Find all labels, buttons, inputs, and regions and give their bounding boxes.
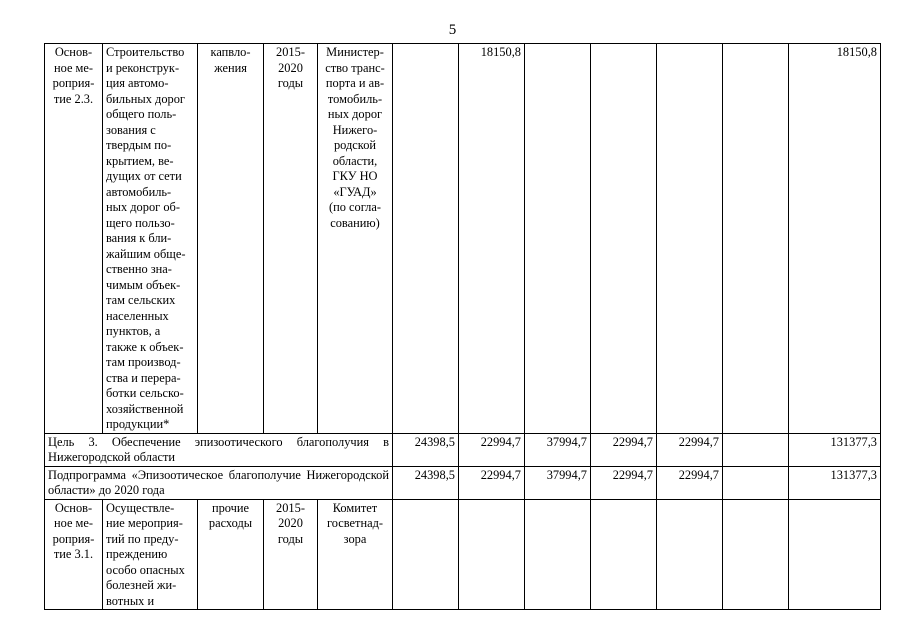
value-cell xyxy=(657,499,723,610)
value-cell xyxy=(393,499,459,610)
value-cell xyxy=(591,499,657,610)
activity-code-cell: Основ- ное ме- роприя- тие 2.3. xyxy=(45,44,103,434)
value-cell xyxy=(525,44,591,434)
value-cell: 22994,7 xyxy=(459,433,525,466)
table-row-activity-3-1 xyxy=(45,499,881,610)
expense-category-cell: капвло- жения xyxy=(198,44,264,434)
page-number: 5 xyxy=(448,22,457,38)
value-cell xyxy=(591,44,657,434)
value-cell: 24398,5 xyxy=(393,466,459,499)
value-cell xyxy=(657,44,723,434)
value-cell xyxy=(393,44,459,434)
table-row-subprogram xyxy=(45,466,881,499)
table-row-goal-3 xyxy=(45,433,881,466)
activity-name-cell: Осуществле- ние мероприя- тий по преду- преждению особо опасных болезней жи- вотных и xyxy=(103,499,198,610)
value-cell: 22994,7 xyxy=(591,433,657,466)
value-cell xyxy=(723,499,789,610)
value-cell: 37994,7 xyxy=(525,433,591,466)
budget-table xyxy=(44,43,881,610)
value-cell xyxy=(525,499,591,610)
value-cell xyxy=(723,44,789,434)
value-cell xyxy=(723,466,789,499)
activity-name-cell: Строительство и реконструк- ция автомо- бильных дорог общего поль- зования с твердым по- крытием, ве- дущих от сети автомобиль- ных дорог об- щего пользо- вания к бли- жайшим обще- ственно зна- чимым объек- там сельских населенных пунктов, а также к объек- там производ- ства и перера- ботки сельско- хозяйственной продукции* xyxy=(103,44,198,434)
period-cell: 2015- 2020 годы xyxy=(264,499,318,610)
total-cell: 18150,8 xyxy=(789,44,881,434)
value-cell xyxy=(723,433,789,466)
goal-label-cell: Цель 3. Обеспечение эпизоотического благополучия в Нижегородской области xyxy=(45,433,393,466)
executor-cell: Министер- ство транс- порта и ав- томобиль- ных дорог Нижего- родской области, ГКУ НО «ГУАД» (по согла- сованию) xyxy=(318,44,393,434)
total-cell: 131377,3 xyxy=(789,433,881,466)
document-sheet xyxy=(44,43,881,610)
subprogram-label-cell: Подпрограмма «Эпизоотическое благополучие Нижегородской области» до 2020 года xyxy=(45,466,393,499)
value-cell: 22994,7 xyxy=(657,433,723,466)
expense-category-cell: прочие расходы xyxy=(198,499,264,610)
value-cell: 22994,7 xyxy=(459,466,525,499)
activity-code-cell: Основ- ное ме- роприя- тие 3.1. xyxy=(45,499,103,610)
total-cell xyxy=(789,499,881,610)
value-cell: 37994,7 xyxy=(525,466,591,499)
table-row-activity-2-3 xyxy=(45,44,881,434)
value-cell: 18150,8 xyxy=(459,44,525,434)
value-cell: 22994,7 xyxy=(657,466,723,499)
value-cell xyxy=(459,499,525,610)
value-cell: 22994,7 xyxy=(591,466,657,499)
executor-cell: Комитет госветнад- зора xyxy=(318,499,393,610)
total-cell: 131377,3 xyxy=(789,466,881,499)
period-cell: 2015- 2020 годы xyxy=(264,44,318,434)
value-cell: 24398,5 xyxy=(393,433,459,466)
